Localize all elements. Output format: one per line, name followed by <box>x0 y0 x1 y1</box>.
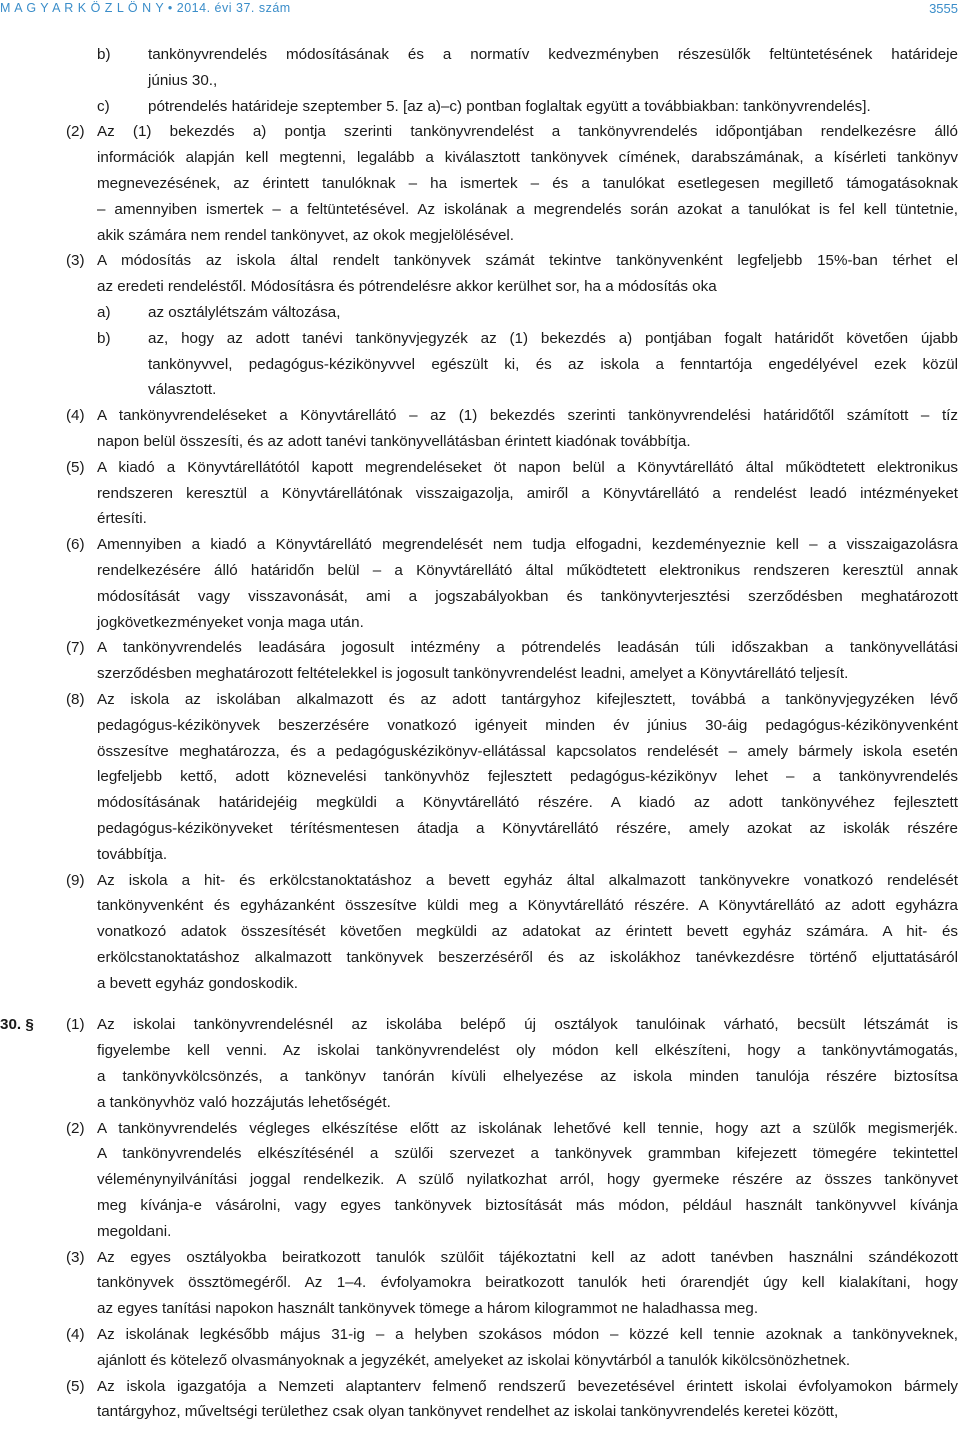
paragraph-text-line: A tankönyvrendelés végleges elkészítése előtt az iskolának lehetővé kell tennie, hogy azt a szülők megismerjék. <box>97 1119 958 1137</box>
text-line <box>0 610 960 636</box>
paragraph-text-line: rendszeren keresztül a Könyvtárellátónak visszaigazolja, amiről a Könyvtárellátó a rendelést leadó intézményeket <box>97 484 958 502</box>
paragraph-text-line: az egyes tanítási napokon használt tankönyvek tömege a három kilogrammot ne haladhassa meg. <box>97 1300 759 1318</box>
paragraph-text-line: legfeljebb kettő, adott köznevelési tankönyvhöz fejlesztett pedagógus-kézikönyv lehet – a tankönyvrendelés <box>97 768 958 786</box>
text-line <box>0 506 960 532</box>
item-label: b) <box>97 46 111 63</box>
text-line <box>0 248 960 274</box>
text-line <box>0 481 960 507</box>
paragraph-text-line: Az iskolai tankönyvrendelésnél az iskolába belépő új osztályok tanulóinak várható, becsült létszámát is <box>97 1016 958 1034</box>
paragraph-text-line: Az iskola a hit- és erkölcstanoktatáshoz a bevett egyház által alkalmazott tankönyvekre vonatkozó rendelését <box>97 871 958 889</box>
section-label: 30. § <box>0 1016 34 1034</box>
text-line <box>0 326 960 352</box>
text-line <box>0 971 960 997</box>
text-line <box>0 1296 960 1322</box>
item-label: a) <box>97 303 111 321</box>
text-line <box>0 790 960 816</box>
page-number: 3555 <box>929 1 958 16</box>
paragraph-number: (7) <box>66 639 85 657</box>
paragraph-number: (5) <box>66 1377 85 1395</box>
paragraph-text-line: pedagógus-kézikönyveket térítésmentesen átadja a Könyvtárellátó részére, amely azokat az iskolák részére <box>97 819 958 837</box>
text-line <box>0 584 960 610</box>
paragraph-text-line: tankönyvvel, pedagógus-kézikönyvvel egészült ki, és az iskola a fenntartója engedélyével ezek közül <box>148 355 958 373</box>
paragraph-number: (3) <box>66 252 85 270</box>
paragraph-text-line: szerződésben meghatározott feltételekkel is jogosult tankönyvrendelést leadni, amelyet a Könyvtárellátó teljesít. <box>97 665 849 683</box>
text-line <box>0 893 960 919</box>
paragraph-number: (4) <box>66 1326 85 1344</box>
paragraph-text-line: tankönyvenként és egyházanként összesítve küldi meg a Könyvtárellátó részére. A Könyvtárellátó az adott egyházra <box>97 897 958 915</box>
paragraph-text-line: értesíti. <box>97 510 147 528</box>
paragraph-text-line: A kiadó a Könyvtárellátótól kapott megrendeléseket öt napon belül a Könyvtárellátó által működtetett elektronikus <box>97 458 958 476</box>
paragraph-number: (1) <box>66 1016 85 1034</box>
text-line <box>0 661 960 687</box>
text-line <box>0 197 960 223</box>
text-line <box>0 713 960 739</box>
text-line <box>0 1399 960 1425</box>
paragraph-text-line: figyelembe kell venni. Az iskolai tankönyvrendelést oly módon kell elkészíteni, hogy a tankönyvtámogatás, <box>97 1042 958 1060</box>
text-line <box>0 429 960 455</box>
text-line <box>0 635 960 661</box>
text-line <box>0 1012 960 1038</box>
paragraph-text-line: erkölcstanoktatáshoz alkalmazott tankönyvek beszerzéséről és az iskolákhoz tanévkezdésre történő eljuttatásáról <box>97 948 958 966</box>
paragraph-text-line: tankönyvrendelés módosításának és a normatív kedvezményben részesülők feltüntetésének határideje <box>148 46 958 63</box>
text-line <box>0 842 960 868</box>
paragraph-text-line: rendelkezésére álló határidőn belül – a Könyvtárellátó által működtetett elektronikus rendszeren keresztül annak <box>97 561 958 579</box>
text-line <box>0 1348 960 1374</box>
paragraph-text-line: választott. <box>148 381 217 399</box>
text-line <box>0 377 960 403</box>
paragraph-text-line: pótrendelés határideje szeptember 5. [az a)–c) pontban foglaltak együtt a továbbiakban: tankönyvrendelés]. <box>148 97 871 115</box>
text-line <box>0 68 960 94</box>
text-line <box>0 764 960 790</box>
paragraph-text-line: Az iskola igazgatója a Nemzeti alaptanterv felmenő rendszerű bevezetésével érintett iskolai évfolyamokon bármely <box>97 1377 958 1395</box>
section-spacer <box>0 996 960 1012</box>
paragraph-text-line: a tankönyvhöz való hozzájutás lehetőségét. <box>97 1093 391 1111</box>
paragraph-text-line: június 30., <box>148 71 218 89</box>
item-label: b) <box>97 329 111 347</box>
paragraph-text-line: napon belül összesíti, és az adott tanévi tankönyvellátásban érintett kiadónak továbbítja. <box>97 432 691 450</box>
paragraph-text-line: jogkövetkezményeket vonja maga után. <box>97 613 364 631</box>
item-label: c) <box>97 97 110 115</box>
paragraph-number: (2) <box>66 1119 85 1137</box>
text-line <box>0 1141 960 1167</box>
text-line <box>0 1167 960 1193</box>
text-line <box>0 1038 960 1064</box>
paragraph-number: (8) <box>66 690 85 708</box>
paragraph-text-line: A tankönyvrendelés elkészítésénél a szülői szervezet a tankönyvek grammban kifejezett tömegére tekintettel <box>97 1145 958 1163</box>
document-body <box>0 42 960 1425</box>
paragraph-text-line: Az iskolának legkésőbb május 31-ig – a helyben szokásos módon – közzé kell tennie azoknak a tankönyveknek, <box>97 1326 958 1344</box>
paragraph-text-line: a tankönyvkölcsönzés, a tankönyv tanórán kívüli elhelyezése az iskola minden tanulója részére biztosítsa <box>97 1068 958 1086</box>
paragraph-text-line: Amennyiben a kiadó a Könyvtárellátó megrendelését nem tudja elfogadni, kezdeményeznie kell – a visszaigazolásra <box>97 536 958 554</box>
paragraph-text-line: továbbítja. <box>97 845 168 863</box>
paragraph-number: (3) <box>66 1248 85 1266</box>
paragraph-text-line: A tankönyvrendeléseket a Könyvtárellátó – az (1) bekezdés szerinti tankönyvrendelési határidőtől számított – tíz <box>97 407 958 425</box>
text-line <box>0 171 960 197</box>
text-line <box>0 868 960 894</box>
paragraph-text-line: pedagógus-kézikönyvek beszerzésére vonatkozó igényeit minden év június 30-áig pedagógus-kézikönyvenként <box>97 716 958 734</box>
paragraph-text-line: az eredeti rendeléstől. Módosításra és pótrendelésre akkor kerülhet sor, ha a módosítás oka <box>97 278 717 296</box>
text-line <box>0 945 960 971</box>
text-line <box>0 1322 960 1348</box>
text-line <box>0 94 960 120</box>
paragraph-text-line: A tankönyvrendelés leadására jogosult intézmény a pótrendelés leadásán túli időszakban a tankönyvellátási <box>97 639 958 657</box>
paragraph-number: (2) <box>66 123 85 141</box>
text-line <box>0 1219 960 1245</box>
paragraph-number: (5) <box>66 458 85 476</box>
paragraph-text-line: tankönyvek össztömegéről. Az 1–4. évfolyamokra beiratkozott tanulók heti órarendjét úgy kell kialakítani, hogy <box>97 1274 958 1292</box>
text-line <box>0 739 960 765</box>
text-line <box>0 352 960 378</box>
paragraph-text-line: ajánlott és kötelező olvasmányoknak a jegyzékét, amelyeket az iskolai könyvtárból a tanulók kikölcsönözhetnek. <box>97 1351 851 1369</box>
paragraph-text-line: akik számára nem rendel tankönyvet, az okok megjelölésével. <box>97 226 515 244</box>
paragraph-text-line: véleménynyilvánítási joggal rendelkezik. A szülő nyilatkozhat arról, hogy gyermeke részére az összes tankönyvet <box>97 1171 958 1189</box>
paragraph-text-line: Az (1) bekezdés a) pontja szerinti tankönyvrendelést a tankönyvrendelés időpontjában rendelkezésre álló <box>97 123 958 141</box>
text-line <box>0 1193 960 1219</box>
page-header <box>0 0 960 20</box>
text-line <box>0 42 960 68</box>
text-line <box>0 145 960 171</box>
text-line <box>0 119 960 145</box>
text-line <box>0 1090 960 1116</box>
paragraph-text-line: Az egyes osztályokba beiratkozott tanulók szülőit tájékoztatni kell az adott tanévben használni szándékozott <box>97 1248 958 1266</box>
text-line <box>0 1270 960 1296</box>
paragraph-text-line: az osztálylétszám változása, <box>148 303 341 321</box>
text-line <box>0 300 960 326</box>
text-line <box>0 403 960 429</box>
paragraph-text-line: vonatkozó adatok összesítését követően megküldi az adatokat az érintett bevett egyház számára. A hit- és <box>97 923 958 941</box>
text-line <box>0 1374 960 1400</box>
text-line <box>0 532 960 558</box>
paragraph-text-line: – amennyiben ismertek – a feltüntetésével. Az iskolának a megrendelés során azokat a tanulókat is fel kell tüntetnie, <box>97 200 958 218</box>
text-line <box>0 919 960 945</box>
paragraph-number: (9) <box>66 871 85 889</box>
paragraph-text-line: meg kívánja-e vásárolni, vagy egyes tankönyvek biztosítását más módon, például használt tankönyvvel kívánja <box>97 1197 958 1215</box>
paragraph-number: (6) <box>66 536 85 554</box>
paragraph-text-line: összesítve meghatározza, és a pedagóguskézikönyv-ellátással kapcsolatos rendelését – amely bármely iskola esetén <box>97 742 958 760</box>
text-line <box>0 1245 960 1271</box>
paragraph-text-line: a bevett egyház gondoskodik. <box>97 974 298 992</box>
paragraph-text-line: módosításának határidejéig megküldi a Könyvtárellátó részére. A kiadó az adott tankönyvéhez fejlesztett <box>97 794 958 812</box>
text-line <box>0 1064 960 1090</box>
paragraph-text-line: A módosítás az iskola által rendelt tankönyvek számát tekintve tankönyvenként legfeljebb 15%-ban térhet el <box>97 252 958 270</box>
paragraph-text-line: módosítását vagy visszavonását, ami a jogszabályokban és tankönyvterjesztési szerződésben meghatározott <box>97 587 958 605</box>
paragraph-text-line: az, hogy az adott tanévi tankönyvjegyzék az (1) bekezdés a) pontjában fogalt határidőt követően újabb <box>148 329 958 347</box>
paragraph-text-line: információk alapján kell megtenni, legalább a kiválasztott tankönyvek címének, darabszámának, a kísérleti tankönyv <box>97 149 958 167</box>
text-line <box>0 816 960 842</box>
paragraph-text-line: megoldani. <box>97 1222 172 1240</box>
text-line <box>0 455 960 481</box>
paragraph-text-line: megnevezésének, az érintett tanulóknak – ha ismertek – és a tanulókat esetlegesen megillető támogatásoknak <box>97 174 958 192</box>
paragraph-text-line: Az iskola az iskolában alkalmazott és az adott tantárgyhoz kifejlesztett, továbbá a tankönyvjegyzéken lévő <box>97 690 958 708</box>
text-line <box>0 223 960 249</box>
paragraph-text-line: tantárgyhoz, műveltségi területhez csak olyan tankönyvet rendelhet az iskolai tankönyvrendelés keretei között, <box>97 1403 839 1421</box>
publication-title: M A G Y A R K Ö Z L Ö N Y • 2014. évi 37. szám <box>0 1 291 15</box>
text-line <box>0 687 960 713</box>
text-line <box>0 1116 960 1142</box>
text-line <box>0 558 960 584</box>
text-line <box>0 274 960 300</box>
paragraph-number: (4) <box>66 407 85 425</box>
